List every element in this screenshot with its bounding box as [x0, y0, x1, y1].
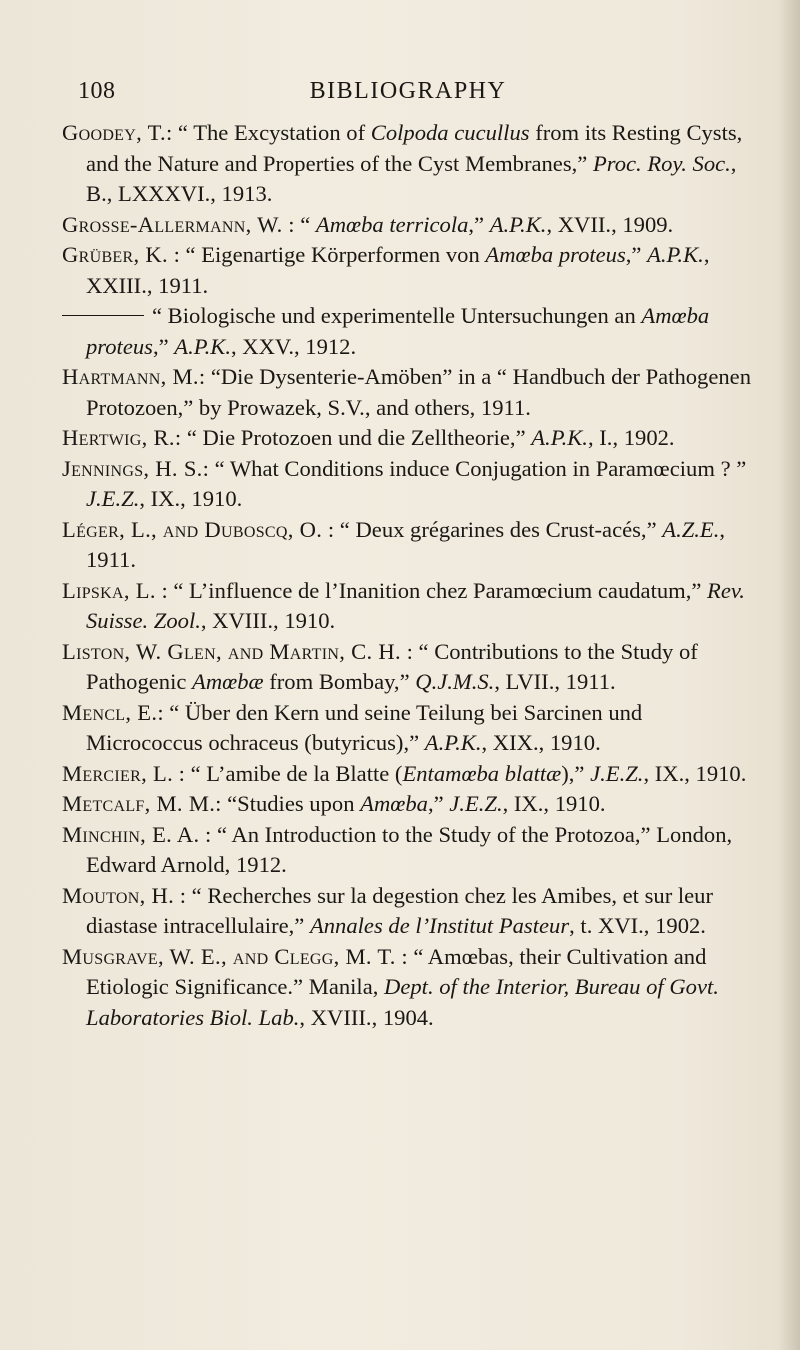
entry-separator: : — [157, 699, 170, 725]
entry-source: Dept. of the Interior, Bureau of Govt. Laboratories Biol. Lab. — [86, 974, 719, 1030]
bibliography-list — [62, 118, 762, 1033]
entry-title-continued: from Bombay,” — [263, 669, 416, 694]
entry-title-continued: from its Resting Cysts, and the Nature and Properties of the Cyst Membranes,” — [86, 120, 743, 176]
entry-volume-year: , XVII., 1909. — [546, 211, 674, 237]
entry-title-continued: ,” — [427, 791, 450, 816]
bibliography-entry — [62, 759, 762, 790]
entry-volume-year: , XVIII., 1910. — [200, 608, 336, 633]
entry-title: “ The Excystation of — [177, 120, 371, 145]
entry-volume-year: , IX., 1910. — [502, 791, 606, 816]
entry-volume-year: , XXIII., 1911. — [86, 242, 710, 298]
bibliography-entry — [62, 240, 762, 301]
entry-source: Proc. Roy. Soc. — [592, 150, 731, 176]
entry-volume-year: , XVIII., 1904. — [299, 1004, 434, 1030]
entry-volume-year: , XXV., 1912. — [231, 333, 357, 359]
entry-author: Metcalf, M. M. — [62, 791, 216, 816]
entry-source: J.E.Z. — [590, 760, 644, 786]
entry-author: Lipska, L. — [62, 577, 156, 603]
entry-source: A.Z.E. — [662, 516, 720, 542]
entry-author: Minchin, E. A. — [62, 821, 200, 847]
entry-separator: : — [167, 242, 186, 267]
entry-author: Goodey, T. — [62, 120, 166, 145]
entry-separator: : — [174, 882, 192, 908]
bibliography-entry — [62, 881, 762, 942]
entry-separator: : — [174, 425, 187, 450]
entry-volume-year: , IX., 1910. — [139, 486, 243, 511]
entry-author: Léger, L., and Duboscq, O. — [62, 516, 323, 542]
bibliography-entry — [62, 942, 762, 1034]
bibliography-entry — [62, 515, 762, 576]
entry-source: Q.J.M.S. — [415, 669, 495, 694]
entry-title-italic: Amœbæ — [192, 669, 264, 694]
entry-separator: : — [173, 760, 191, 786]
entry-source: Rev. Suisse. Zool. — [86, 577, 745, 633]
entry-title-italic: Amœba terricola — [315, 211, 469, 237]
bibliography-entry — [62, 210, 762, 241]
entry-source: A.P.K. — [531, 425, 588, 450]
bibliography-entry — [62, 576, 762, 637]
entry-source: A.P.K. — [424, 730, 482, 755]
entry-title: “ Über den Kern und seine Teilung bei Sarcinen und Micrococcus ochraceus (butyricus),” — [86, 699, 643, 755]
entry-author: Mouton, H. — [62, 882, 175, 908]
entry-separator: : — [198, 364, 211, 389]
entry-volume-year: , t. XVI., 1902. — [569, 913, 706, 938]
page-number: 108 — [78, 78, 116, 104]
entry-title-continued: ,” — [468, 211, 490, 237]
entry-author: Grosse-Allermann, W. — [62, 211, 283, 237]
bibliography-entry — [62, 454, 762, 515]
entry-author: Mencl, E. — [62, 699, 158, 725]
bibliography-entry — [62, 789, 762, 820]
entry-source: A.P.K. — [174, 333, 231, 359]
entry-title: “Die Dysenterie-Amöben” in a “ Handbuch der Pathogenen Protozoen,” by Prowazek, S.V., and others, 1911. — [86, 364, 751, 420]
bibliography-entry — [62, 637, 762, 698]
entry-source: Annales de l’Institut Pasteur — [309, 913, 570, 938]
entry-title-italic: Colpoda cucullus — [370, 120, 530, 145]
entry-volume-year: , LVII., 1911. — [494, 669, 616, 694]
entry-source: J.E.Z. — [449, 791, 503, 816]
entry-source: A.P.K. — [647, 242, 704, 267]
entry-author: Jennings, H. S. — [62, 455, 203, 481]
entry-volume-year: , IX., 1910. — [643, 760, 747, 786]
bibliography-entry — [62, 301, 762, 362]
entry-title-italic: Amœba proteus — [485, 242, 626, 267]
entry-separator: : — [395, 943, 414, 969]
entry-separator: : — [155, 577, 174, 603]
entry-title: “ Biologische und experimentelle Untersuchungen an — [152, 303, 642, 328]
page-edge-shadow — [778, 0, 800, 1350]
entry-separator: : — [199, 821, 217, 847]
entry-author: Grüber, K. — [62, 242, 168, 267]
entry-title: “ L’influence de l’Inanition chez Paramœcium caudatum,” — [173, 577, 708, 603]
entry-title-italic: Amœba — [360, 791, 428, 816]
bibliography-entry — [62, 423, 762, 454]
entry-author: Mercier, L. — [62, 760, 174, 786]
entry-volume-year: , B., LXXXVI., 1913. — [86, 150, 737, 206]
entry-title: “ Deux grégarines des Crust-acés,” — [339, 516, 663, 542]
page-header — [78, 78, 738, 114]
entry-title-continued: ),” — [561, 760, 591, 786]
running-title: BIBLIOGRAPHY — [309, 78, 507, 104]
entry-title: “ Die Protozoen und die Zelltheorie,” — [186, 425, 532, 450]
entry-title: “ L’amibe de la Blatte ( — [190, 760, 403, 786]
entry-title-italic: Entamœba blattæ — [402, 760, 562, 786]
entry-title: “ Amœbas, their Cultivation and Etiologic Significance.” Manila, — [86, 943, 707, 999]
entry-author: Hertwig, R. — [62, 425, 175, 450]
ditto-dash — [62, 315, 144, 316]
entry-author: Musgrave, W. E., and Clegg, M. T. — [62, 943, 396, 969]
entry-author: Liston, W. Glen, and Martin, C. H. — [62, 638, 401, 664]
entry-title: “ What Conditions induce Conjugation in Paramœcium ? ” — [214, 455, 747, 481]
entry-title: “ Contributions to the Study of Pathogenic — [86, 638, 698, 694]
entry-volume-year: , 1911. — [86, 516, 726, 572]
entry-title-italic: Amœba proteus — [86, 303, 710, 359]
bibliography-entry — [62, 118, 762, 210]
entry-separator: : — [202, 455, 215, 481]
entry-title: “Studies upon — [227, 791, 361, 816]
entry-author: Hartmann, M. — [62, 364, 199, 389]
entry-title-continued: ,” — [625, 242, 648, 267]
entry-separator: : — [400, 638, 419, 664]
bibliography-entry — [62, 698, 762, 759]
entry-source: A.P.K. — [489, 211, 547, 237]
bibliography-entry — [62, 362, 762, 423]
entry-volume-year: , XIX., 1910. — [481, 730, 601, 755]
entry-source: J.E.Z. — [86, 486, 140, 511]
entry-volume-year: , I., 1902. — [587, 425, 675, 450]
entry-separator: : — [322, 516, 340, 542]
entry-separator: : — [215, 791, 228, 816]
entry-title: “ — [300, 211, 316, 237]
bibliography-entry — [62, 820, 762, 881]
entry-separator: : — [165, 120, 178, 145]
entry-title-continued: ,” — [152, 333, 175, 359]
entry-separator: : — [282, 211, 301, 237]
entry-title: “ An Introduction to the Study of the Protozoa,” London, Edward Arnold, 1912. — [86, 821, 733, 877]
entry-title: “ Recherches sur la degestion chez les Amibes, et sur leur diastase intracellulaire,” — [86, 882, 713, 938]
entry-title: “ Eigenartige Körperformen von — [185, 242, 486, 267]
